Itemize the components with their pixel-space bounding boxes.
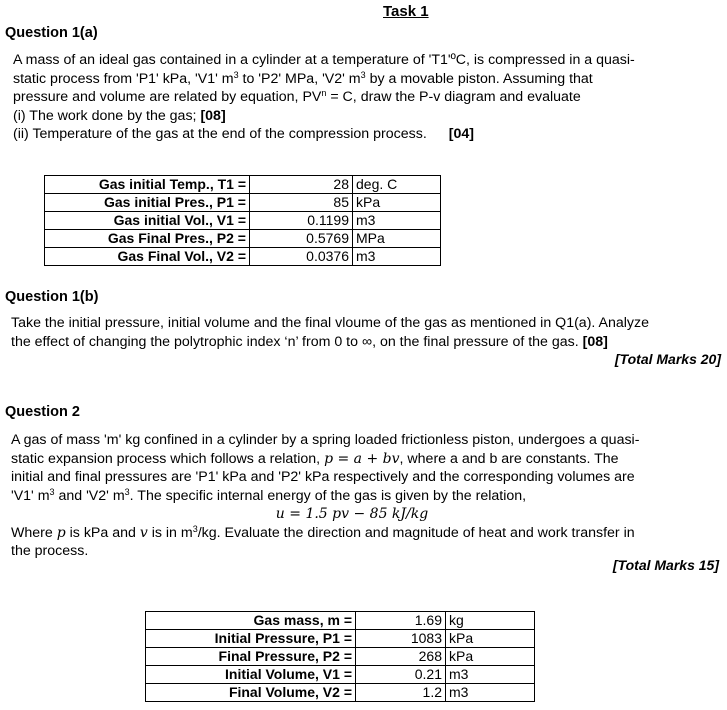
q1b-line-1: Take the initial pressure, initial volume and the final vloume of the gas as mentioned in Q1(a). Analyze [11, 315, 649, 331]
table-row: Final Pressure, P2 = 268 kPa [146, 648, 535, 666]
q2-line-5: Where p is kPa and v is in $m^3/kg$. Evaluate the direction and magnitude of heat and work transfer in [11, 523, 635, 541]
q2-line-2: static expansion process which follows a relation, p = a + bv, where a and b are constants. The [11, 450, 619, 467]
table-row: Gas Final Vol., V2 = 0.0376 m3 [45, 248, 441, 266]
q2-text [11, 431, 723, 561]
q1b-total-marks: [Total Marks 20] [614, 351, 721, 367]
q1a-line-5: (ii) Temperature of the gas at the end of the compression process. [04] [13, 126, 474, 142]
table-row: Gas Final Pres., P2 = 0.5769 MPa [45, 230, 441, 248]
q1a-line-2: static process from 'P1' kPa, 'V1' $m^3$ to 'P2' MPa, 'V2' $m^3$ by a movable piston. Assuming that [13, 69, 593, 87]
q2-total-marks: [Total Marks 15] [612, 557, 719, 573]
table-row: Final Volume, V2 = 1.2 m3 [146, 684, 535, 702]
q1a-line-1: A mass of an ideal gas contained in a cylinder at a temperature of 'T1'ºC, is compressed in a quasi- [13, 52, 635, 68]
q1b-marks: [08] [582, 333, 608, 350]
q1a-marks-ii: [04] [448, 126, 474, 142]
q2-line-1: A gas of mass 'm' kg confined in a cylinder by a spring loaded frictionless piston, undergoes a quasi- [11, 432, 640, 448]
q1a-line-3: pressure and volume are related by equation, $PV^n = C$, draw the P-v diagram and evaluate [13, 88, 581, 105]
q1a-line-4: (i) The work done by the gas; [08] [13, 107, 226, 124]
q2-line-4: 'V1' $m^3$ and 'V2' $m^3$. The specific internal energy of the gas is given by the relation, [11, 486, 527, 504]
q2-relation: p = a + bv [324, 450, 400, 467]
table-row: Gas initial Vol., V1 = 0.1199 m3 [45, 212, 441, 230]
table-row: Gas initial Temp., T1 = 28 deg. C [45, 176, 441, 194]
q1a-marks-i: [08] [200, 107, 226, 124]
table-row: Gas initial Pres., P1 = 85 kPa [45, 194, 441, 212]
q2-heading: Question 2 [5, 404, 80, 420]
q2-line-6: the process. [11, 543, 89, 559]
q1b-text [11, 314, 723, 351]
table-row: Initial Pressure, P1 = 1083 kPa [146, 630, 535, 648]
q1b-line-2: the effect of changing the polytrophic index ‘n’ from 0 to ∞, on the final pressure of the gas. [08] [11, 333, 608, 350]
q1a-heading: Question 1(a) [5, 25, 98, 41]
q1a-text [13, 51, 713, 144]
table-row: Gas mass, m = 1.69 kg [146, 612, 535, 630]
task-title: Task 1 [383, 3, 429, 20]
q1a-data-table [44, 175, 441, 266]
q2-equation: u = 1.5 pv − 85 kJ/kg [275, 506, 429, 522]
q2-data-table [145, 611, 535, 702]
table-row: Initial Volume, V1 = 0.21 m3 [146, 666, 535, 684]
q2-line-3: initial and final pressures are 'P1' kPa and 'P2' kPa respectively and the corresponding volumes are [11, 469, 635, 485]
q1b-heading: Question 1(b) [5, 289, 99, 305]
